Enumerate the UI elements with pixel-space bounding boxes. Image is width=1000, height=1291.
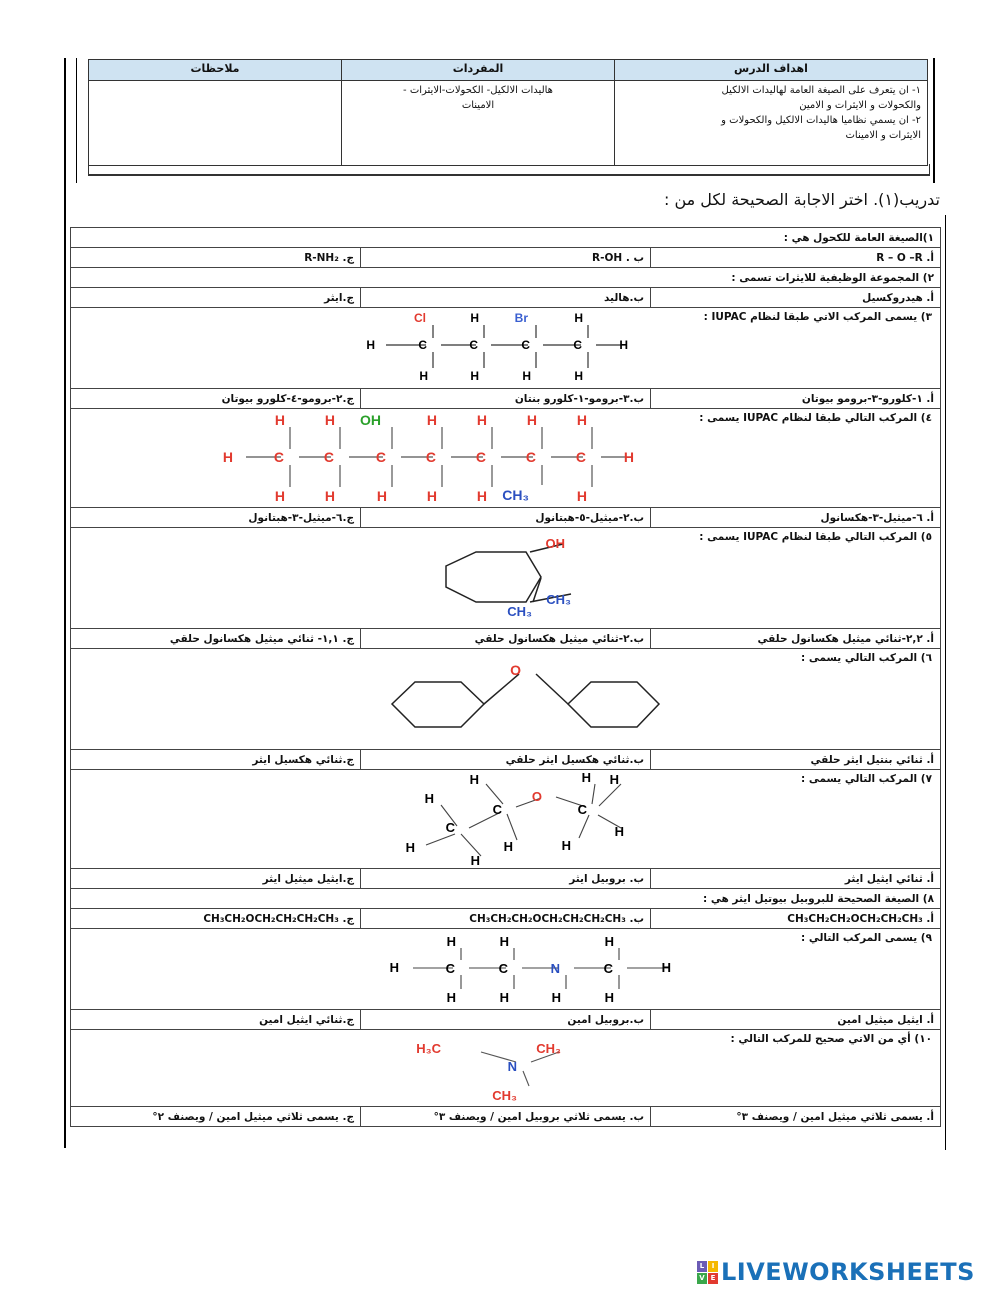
q4-atom-h: H	[623, 449, 634, 465]
q7-option-b[interactable]	[361, 869, 651, 889]
q4-atom-h: H	[526, 412, 537, 428]
q4-atom-c: C	[375, 449, 386, 465]
q5-option-a[interactable]	[651, 629, 941, 649]
q3-option-a[interactable]	[651, 389, 941, 409]
q7-option-a[interactable]	[651, 869, 941, 889]
question-5: ٥) المركب التالي طبقا لنظام IUPAC يسمى :	[699, 531, 933, 543]
q9-atom-n: N	[550, 961, 560, 976]
question-10: ١٠) أي من الاتي صحيح للمركب التالي :	[730, 1033, 933, 1045]
q3-option-c[interactable]	[71, 389, 361, 409]
logo-tile: E	[708, 1273, 718, 1284]
q9-atom-c: C	[445, 961, 455, 976]
q4-atom-c: C	[525, 449, 536, 465]
q7-atom-c: C	[577, 802, 587, 817]
q4-atom-h: H	[222, 449, 233, 465]
q7-atom-h: H	[614, 824, 624, 839]
liveworksheets-logo[interactable]	[697, 1257, 975, 1287]
option-label: أ. R – O –R	[876, 251, 935, 264]
q8-option-c[interactable]	[71, 909, 361, 929]
q2-option-b[interactable]	[361, 288, 651, 308]
inner-left-rule	[76, 58, 77, 183]
q9-atom-c: C	[603, 961, 613, 976]
q10-atom-ch3: CH₃	[492, 1088, 517, 1103]
option-label: ج.ثنائي ايثيل امين	[259, 1013, 355, 1026]
q6-option-a[interactable]	[651, 750, 941, 770]
q7-structure-diagram	[71, 770, 941, 868]
q6-atom-o: O	[510, 662, 521, 678]
question-4-cell	[71, 409, 941, 508]
questions-table	[70, 227, 941, 1127]
option-label: ب.٣-برومو-١-كلورو بنتان	[514, 392, 645, 405]
question-4: ٤) المركب التالي طبقا لنظام IUPAC يسمى :	[699, 412, 933, 424]
q6-option-b[interactable]	[361, 750, 651, 770]
header-bottom-band	[88, 164, 930, 176]
q5-atom-ch3: CH₃	[507, 604, 532, 619]
q4-atom-oh: OH	[360, 412, 381, 428]
q3-atom-h: H	[574, 311, 583, 325]
vocab-cell	[342, 81, 615, 166]
goal-line: الايثرات و الامينات	[845, 130, 921, 141]
q6-structure-diagram	[71, 649, 941, 749]
q4-structure-diagram	[71, 409, 941, 507]
q3-option-b[interactable]	[361, 389, 651, 409]
option-label: ج. R-NH₂	[304, 251, 355, 264]
q10-option-a[interactable]	[651, 1107, 941, 1127]
option-label: ج.٢-برومو-٤-كلورو بيوتان	[221, 392, 355, 405]
option-label: ب.٢-ميثيل-٥-هبتانول	[535, 511, 645, 524]
q7-atom-o: O	[531, 789, 542, 804]
left-margin-rule	[64, 58, 66, 1148]
q4-atom-c: C	[425, 449, 436, 465]
notes-cell[interactable]	[89, 81, 342, 166]
vocab-line: هاليدات الالكيل- الكحولات-الايثرات -	[403, 85, 553, 96]
q5-atom-ch3: CH₃	[546, 592, 571, 607]
option-label: أ. CH₃CH₂CH₂OCH₂CH₂CH₃	[787, 912, 935, 925]
q4-option-c[interactable]	[71, 508, 361, 528]
q3-atom-h: H	[470, 311, 479, 325]
q4-atom-h: H	[576, 412, 587, 428]
q4-option-b[interactable]	[361, 508, 651, 528]
option-label: ب.هاليد	[603, 291, 645, 304]
col-goals-header: اهداف الدرس	[615, 60, 928, 81]
question-1: ١)الصيغة العامة للكحول هي :	[71, 228, 941, 248]
q2-option-a[interactable]	[651, 288, 941, 308]
q4-atom-h: H	[476, 488, 487, 504]
option-label: ج.ايثر	[324, 291, 355, 304]
question-3: ٣) يسمى المركب الاتي طبقا لنظام IUPAC :	[703, 311, 933, 323]
option-label: ب. بروبيل ايثر	[569, 872, 645, 885]
q9-atom-h: H	[446, 934, 456, 949]
q9-option-a[interactable]	[651, 1010, 941, 1030]
question-10-cell	[71, 1030, 941, 1107]
option-label: ج. ١,١- ثنائي ميثيل هكسانول حلقي	[169, 632, 355, 645]
logo-tile: I	[708, 1261, 718, 1272]
brand-name: LIVEWORKSHEETS	[721, 1258, 975, 1286]
q7-atom-h: H	[581, 770, 591, 785]
option-label: ب . R-OH	[592, 251, 645, 264]
q4-atom-h: H	[426, 412, 437, 428]
question-9: ٩) يسمى المركب التالي :	[801, 932, 933, 944]
q5-structure-diagram	[71, 528, 941, 628]
lesson-header-table	[88, 59, 928, 166]
q1-option-a[interactable]	[651, 248, 941, 268]
q9-option-b[interactable]	[361, 1010, 651, 1030]
q10-atom-h3c: H₃C	[416, 1041, 441, 1056]
option-label: ب. يسمى ثلاثي بروبيل امين / ويصنف ٣°	[433, 1110, 645, 1123]
q7-atom-h: H	[503, 839, 513, 854]
col-vocab-header: المفردات	[342, 60, 615, 81]
q9-atom-c: C	[498, 961, 508, 976]
option-label: ج. يسمى ثلاثي ميثيل امين / ويصنف ٢°	[152, 1110, 355, 1123]
q10-option-b[interactable]	[361, 1107, 651, 1127]
q1-option-b[interactable]	[361, 248, 651, 268]
question-8: ٨) الصيغة الصحيحة للبروبيل بيوتيل ايثر هي :	[71, 889, 941, 909]
q3-atom-c: C	[573, 338, 582, 352]
q9-atom-h: H	[446, 990, 456, 1005]
right-margin-rule-lower	[945, 215, 946, 1150]
q4-atom-c: C	[475, 449, 486, 465]
question-9-cell	[71, 929, 941, 1010]
option-label: أ. هيدروكسيل	[862, 291, 935, 304]
question-2: ٢) المجموعة الوظيفية للايثرات تسمى :	[71, 268, 941, 288]
q3-atom-c: C	[521, 338, 530, 352]
option-label: ب.٢-ثنائي ميثيل هكسانول حلقي	[474, 632, 645, 645]
q4-atom-h: H	[274, 412, 285, 428]
q4-atom-c: C	[323, 449, 334, 465]
q10-structure-diagram	[71, 1030, 941, 1106]
q7-atom-h: H	[561, 838, 571, 853]
goal-line: والكحولات و الايثرات و الامين	[799, 100, 921, 111]
q3-structure-diagram	[71, 308, 941, 388]
q7-atom-h: H	[470, 853, 480, 868]
option-label: ب. CH₃CH₂CH₂OCH₂CH₂CH₂CH₃	[469, 912, 645, 925]
q5-atom-oh: OH	[545, 536, 565, 551]
q3-atom-h: H	[419, 369, 428, 383]
q3-atom-h: H	[619, 338, 628, 352]
option-label: أ. ٢,٢-ثنائي ميثيل هكسانول حلقي	[757, 632, 935, 645]
goal-line: ٢- ان يسمي نظاميا هاليدات الالكيل والكحولات و	[721, 115, 921, 126]
q3-atom-h: H	[470, 369, 479, 383]
logo-tile: L	[697, 1261, 707, 1272]
q6-option-c[interactable]	[71, 750, 361, 770]
q3-atom-h: H	[366, 338, 375, 352]
option-label: أ. ١-كلورو-٣-برومو بيوتان	[801, 392, 935, 405]
q4-atom-h: H	[426, 488, 437, 504]
option-label: ج.ثنائي هكسيل ايثر	[252, 753, 355, 766]
question-6: ٦) المركب التالي يسمى :	[801, 652, 933, 664]
q8-option-b[interactable]	[361, 909, 651, 929]
q3-atom-br: Br	[514, 311, 528, 325]
q9-atom-h: H	[604, 990, 614, 1005]
q7-atom-h: H	[469, 772, 479, 787]
q4-atom-h: H	[376, 488, 387, 504]
option-label: أ. ٦-ميثيل-٣-هكسانول	[820, 511, 935, 524]
option-label: ج. CH₃CH₂OCH₂CH₂CH₂CH₃	[203, 912, 355, 925]
q5-option-c[interactable]	[71, 629, 361, 649]
q9-atom-h: H	[499, 934, 509, 949]
q9-atom-h: H	[499, 990, 509, 1005]
q9-atom-h: H	[604, 934, 614, 949]
question-3-cell	[71, 308, 941, 389]
q7-atom-c: C	[492, 802, 502, 817]
q9-atom-h: H	[661, 960, 671, 975]
option-label: أ. ثنائي ايثيل ايثر	[844, 872, 935, 885]
q3-atom-c: C	[469, 338, 478, 352]
q3-atom-cl: Cl	[414, 311, 426, 325]
q4-atom-h: H	[324, 412, 335, 428]
q4-atom-h: H	[476, 412, 487, 428]
option-label: ج.ايثيل ميثيل ايثر	[262, 872, 355, 885]
q9-atom-h: H	[551, 990, 561, 1005]
q4-atom-h: H	[324, 488, 335, 504]
q4-atom-h: H	[274, 488, 285, 504]
q7-atom-h: H	[609, 772, 619, 787]
goal-line: ١- ان يتعرف على الصيغة العامة لهاليدات الالكيل	[721, 85, 921, 96]
q10-atom-n: N	[507, 1059, 517, 1074]
goals-cell	[615, 81, 928, 166]
exercise-title: تدريب(١). اختر الاجابة الصحيحة لكل من :	[663, 190, 940, 209]
q10-atom-ch3: CH₃	[536, 1041, 561, 1056]
q3-atom-h: H	[522, 369, 531, 383]
col-notes-header: ملاحظات	[89, 60, 342, 81]
vocab-line: الامينات	[461, 100, 495, 111]
q5-option-b[interactable]	[361, 629, 651, 649]
q7-option-c[interactable]	[71, 869, 361, 889]
q3-atom-h: H	[574, 369, 583, 383]
question-5-cell	[71, 528, 941, 629]
option-label: ب.ثنائي هكسيل ايثر حلقي	[505, 753, 645, 766]
q1-option-c[interactable]	[71, 248, 361, 268]
question-7-cell	[71, 770, 941, 869]
q4-atom-h: H	[576, 488, 587, 504]
q7-atom-h: H	[424, 791, 434, 806]
q9-atom-h: H	[389, 960, 399, 975]
brand-logo-icon	[697, 1261, 717, 1283]
q9-structure-diagram	[71, 929, 941, 1009]
q9-option-c[interactable]	[71, 1010, 361, 1030]
option-label: أ. ايثيل ميثيل امين	[837, 1013, 935, 1026]
logo-tile: V	[697, 1273, 707, 1284]
option-label: ج.٦-ميثيل-٣-هبتانول	[248, 511, 355, 524]
q8-option-a[interactable]	[651, 909, 941, 929]
option-label: أ. ثنائي بنتيل ايثر حلقي	[810, 753, 935, 766]
q4-atom-c: C	[273, 449, 284, 465]
q3-atom-c: C	[418, 338, 427, 352]
q10-option-c[interactable]	[71, 1107, 361, 1127]
question-7: ٧) المركب التالي يسمى :	[801, 773, 933, 785]
option-label: ب.بروبيل امين	[567, 1013, 645, 1026]
q4-atom-ch3: CH₃	[502, 487, 529, 503]
question-6-cell	[71, 649, 941, 750]
q7-atom-c: C	[445, 820, 455, 835]
option-label: أ. يسمى ثلاثي ميثيل امين / ويصنف ٣°	[736, 1110, 935, 1123]
q7-atom-h: H	[405, 840, 415, 855]
q4-option-a[interactable]	[651, 508, 941, 528]
q4-atom-c: C	[575, 449, 586, 465]
right-margin-rule	[933, 58, 935, 183]
q2-option-c[interactable]	[71, 288, 361, 308]
